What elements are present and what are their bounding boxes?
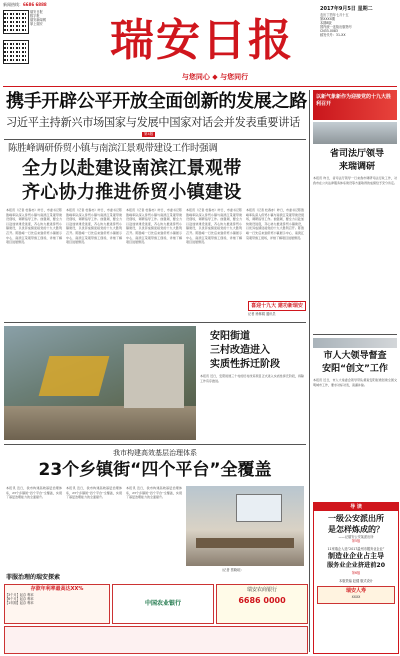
guide-title-4[interactable]: 服务业企业挤进前20 (326, 562, 386, 569)
guide-kicker: 11家瑞企入选“2017温州市服务业企业” (327, 547, 385, 551)
feature-body-col-2: 本报讯（记者 杜春亦）昨日，市委书记陈胜峰率队深入侨贸小镇与南滨江景观带建设现场，调研指导工作。他强调，要全力以赴加快建设进度，齐心协力推进侨贸小镇建设，以优异成绩迎接党的十九大胜利召开。陈胜峰一行先后来到侨贸小镇展示中心、南滨江景观带施工现场，详细了解项目进展情况。 (66, 208, 122, 245)
guide-sub: ——记瑞安公安某派出所 (338, 535, 374, 539)
slogan-part-1: 与您同心 (181, 73, 210, 81)
guide-page-2[interactable]: 第6版 (351, 571, 361, 575)
side-story-title-3[interactable]: 实质性拆迁阶段 (210, 359, 280, 370)
building-shape (124, 344, 184, 408)
feature-headline-2[interactable]: 齐心协力推进侨贸小镇建设 (22, 182, 242, 203)
feature-reporter: 记者 徐林娟 通讯员 (248, 312, 276, 316)
bottom-body-col-2: 本报讯 近日，我市构建高效基层治理体系，23个乡镇街“四个平台”全覆盖，实现了基层治理能力的全面提升。 (66, 486, 122, 500)
slogan-part-2: 与您同行 (220, 73, 249, 81)
bottom-subtitle[interactable]: 菲服治理的瑞安探索 (6, 574, 61, 581)
feature-body-col-3: 本报讯（记者 杜春亦）昨日，市委书记陈胜峰率队深入侨贸小镇与南滨江景观带建设现场，调研指导工作。他强调，要全力以赴加快建设进度，齐心协力推进侨贸小镇建设，以优异成绩迎接党的十九大胜利召开。陈胜峰一行先后来到侨贸小镇展示中心、南滨江景观带施工现场，详细了解项目进展情况。 (126, 208, 182, 245)
side-story-title-2[interactable]: 三村改造进入 (210, 345, 270, 356)
bottom-headline[interactable]: 23个乡镇街“四个平台”全覆盖 (38, 460, 272, 480)
right-story1-body: 本报讯 昨日，省司法厅领导一行来我市调研司法行政工作，对我市在公共法律服务体系建设等方面取得的成绩给予充分肯定。 (313, 176, 397, 185)
column-rule (309, 90, 310, 652)
side-story-body: 本报讯 近日，安阳街道三个村的旧村改造项目正式进入实质性拆迁阶段，拆除工作有序推进。 (200, 374, 304, 383)
feature-kicker: 陈胜峰调研侨贸小镇与南滨江景观带建设工作时强调 (8, 143, 218, 154)
right-story2-title-1[interactable]: 市人大领导督查 (323, 351, 387, 361)
ad-deposit-row: 【6个月】起存 利率 (5, 597, 34, 601)
feature-banner-tag: 喜迎十九大 建功新瑞安 (248, 301, 306, 311)
right-photo-1[interactable] (313, 122, 397, 144)
right-top-banner-text: 以新气象新作为迎接党的十九大胜利召开 (316, 94, 392, 107)
guide-title-1[interactable]: 一级公安派出所 (328, 514, 384, 523)
photo-caption: （记者 蔡晓坦） (220, 568, 244, 572)
meeting-photo[interactable] (186, 486, 304, 566)
ad-insurance-title: 瑞安人寿 (345, 588, 366, 594)
hotline-label: 新闻热线： (3, 2, 23, 7)
demolition-photo[interactable] (4, 326, 196, 440)
credits: 本版责编 赵健 版式设计 (339, 579, 373, 583)
right-story1-title-2[interactable]: 来瑞调研 (338, 162, 375, 172)
qr-code-2[interactable] (3, 40, 29, 64)
hotline-number: 6686 6888 (23, 2, 47, 7)
issue-line: 农历丁酉年七月十五 (320, 13, 349, 17)
table-shape (196, 538, 294, 548)
guide-title-2[interactable]: 是怎样炼成的？ (328, 525, 384, 534)
feature-body-col-5: 本报讯（记者 杜春亦）昨日，市委书记陈胜峰率队深入侨贸小镇与南滨江景观带建设现场，调研指导工作。他强调，要全力以赴加快建设进度，齐心协力推进侨贸小镇建设，以优异成绩迎接党的十九大胜利召开。陈胜峰一行先后来到侨贸小镇展示中心、南滨江景观带施工现场，详细了解项目进展情况。 (246, 208, 304, 240)
screen-shape (236, 494, 282, 522)
ad-deposit-row: 【1年期】起存 利率 (5, 601, 34, 605)
ad-insurance[interactable] (317, 586, 395, 604)
right-photo-2[interactable] (313, 338, 397, 348)
right-story2-body: 本报讯 近日，市人大常委会领导带队督查安阳街道创建全国文明城市工作，要求对标对表，查漏补缺。 (313, 378, 397, 387)
bottom-body-col-1: 本报讯 近日，我市构建高效基层治理体系，23个乡镇街“四个平台”全覆盖，实现了基层治理能力的全面提升。 (6, 486, 62, 500)
ad-insurance-text: XXXX (351, 595, 361, 599)
channel-item: 瑞安日报 (30, 10, 43, 14)
slogan (160, 72, 270, 82)
divider (4, 322, 306, 323)
guide-page-1[interactable]: 第5版 (351, 539, 361, 543)
guide-box (313, 502, 399, 654)
right-top-banner[interactable] (313, 90, 397, 120)
rubble-shape (4, 406, 196, 440)
right-story2-title-2[interactable]: 安阳“创文”工作 (322, 364, 388, 374)
feature-headline-1[interactable]: 全力以赴建设南滨江景观带 (22, 158, 242, 179)
side-story-title-1[interactable]: 安阳街道 (210, 331, 250, 342)
masthead (0, 0, 400, 88)
lead-subhead[interactable]: 习近平主持新兴市场国家与发展中国家对话会并发表重要讲话 (6, 116, 300, 129)
channel-item: 数字报 (30, 14, 40, 18)
guide-title-3[interactable]: 制造业企业占主导 (328, 552, 384, 560)
bottom-kicker: 我市构建高效基层治理体系 (113, 449, 197, 457)
ad-rural-bank-phone: 6686 0000 (238, 596, 286, 605)
guide-label: 导 读 (314, 503, 398, 511)
ad-deposit-title: 存款年利率最高达XX% (30, 586, 84, 592)
ad-bank-text: 中国农业银行 (144, 600, 181, 607)
slogan-separator-icon: ◆ (212, 73, 218, 81)
channel-item: 掌上瑞安 (30, 22, 43, 26)
divider (4, 139, 306, 140)
paper-name: 瑞安日报 (110, 15, 294, 66)
bottom-body-col-3: 本报讯 近日，我市构建高效基层治理体系，23个乡镇街“四个平台”全覆盖，实现了基层治理能力的全面提升。 (126, 486, 182, 500)
qr-code-1[interactable] (3, 10, 29, 34)
ad-rural-bank-title: 瑞安农商银行 (246, 587, 277, 593)
channel-item: 瑞安新闻网 (30, 18, 46, 22)
lead-headline[interactable]: 携手开辟公平开放全面创新的发展之路 (6, 91, 307, 112)
issue-line: 国内统一连续出版物号 (320, 25, 352, 29)
ad-bottom-strip[interactable] (4, 626, 308, 654)
lead-jump[interactable]: 第4版 (144, 132, 154, 136)
ad-rural-bank[interactable] (216, 584, 308, 624)
date-line: 2017年9月5日 星期二 (320, 6, 373, 12)
issue-line: CN33-0083 (320, 29, 338, 33)
divider (4, 444, 306, 445)
issue-info (320, 6, 396, 37)
ad-bank[interactable] (112, 584, 214, 624)
issue-line: 第XXXX期 (320, 17, 336, 21)
issue-line: 本期8版 (320, 21, 332, 25)
feature-body-col-4: 本报讯（记者 杜春亦）昨日，市委书记陈胜峰率队深入侨贸小镇与南滨江景观带建设现场，调研指导工作。他强调，要全力以赴加快建设进度，齐心协力推进侨贸小镇建设，以优异成绩迎接党的十九大胜利召开。陈胜峰一行先后来到侨贸小镇展示中心、南滨江景观带施工现场，详细了解项目进展情况。 (186, 208, 242, 245)
masthead-rule (3, 86, 397, 87)
excavator-shape (39, 356, 110, 396)
channel-list (30, 10, 76, 26)
right-story1-title-1[interactable]: 省司法厅领导 (329, 149, 384, 159)
issue-line: 邮发代号：31-XX (320, 33, 346, 37)
ad-deposit-row: 【3个月】起存 利率 (5, 593, 34, 597)
feature-body-col-1: 本报讯（记者 杜春亦）昨日，市委书记陈胜峰率队深入侨贸小镇与南滨江景观带建设现场，调研指导工作。他强调，要全力以赴加快建设进度，齐心协力推进侨贸小镇建设，以优异成绩迎接党的十九大胜利召开。陈胜峰一行先后来到侨贸小镇展示中心、南滨江景观带施工现场，详细了解项目进展情况。 (6, 208, 62, 245)
hotline (3, 3, 47, 7)
divider (313, 334, 397, 335)
ad-deposit[interactable] (4, 584, 110, 624)
